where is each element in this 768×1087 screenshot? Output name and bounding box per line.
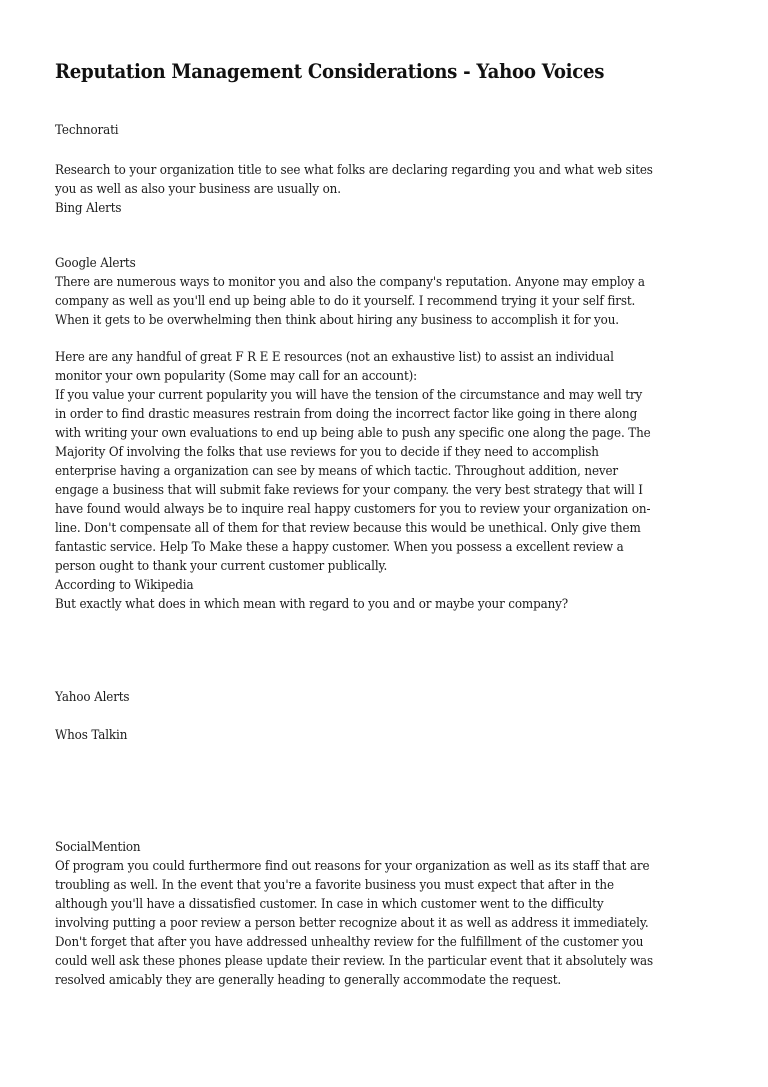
text-line: resolved amicably they are generally heading to generally accommodate the request. — [55, 973, 562, 988]
heading-whos-talkin — [55, 726, 707, 745]
paragraph-resources — [55, 348, 707, 614]
text-line: you as well as also your business are usually on. — [55, 182, 341, 197]
text-line: person ought to thank your current customer publically. — [55, 559, 388, 574]
heading-google-alerts: Google Alerts — [55, 256, 136, 271]
heading-wikipedia: According to Wikipedia — [55, 578, 194, 593]
text-line: engage a business that will submit fake reviews for your company. the very best strategy that will I — [55, 483, 643, 498]
text-line: have found would always be to inquire real happy customers for you to review your organization on- — [55, 502, 651, 517]
text-line: enterprise having a organization can see by means of which tactic. Throughout addition, never — [55, 464, 618, 479]
text-line: Here are any handful of great F R E E resources (not an exhaustive list) to assist an individual — [55, 350, 614, 365]
text-line: Research to your organization title to see what folks are declaring regarding you and what web sites — [55, 163, 653, 178]
text-line: Whos Talkin — [55, 728, 128, 743]
text-line: When it gets to be overwhelming then think about hiring any business to accomplish it for you. — [55, 313, 619, 328]
document-title: Reputation Management Considerations - Yahoo Voices — [55, 60, 605, 83]
text-line: There are numerous ways to monitor you and also the company's reputation. Anyone may employ a — [55, 275, 645, 290]
text-line: Yahoo Alerts — [55, 690, 130, 705]
text-line: Of program you could furthermore find out reasons for your organization as well as its staff that are — [55, 859, 650, 874]
paragraph-socialmention — [55, 838, 707, 990]
text-line: line. Don't compensate all of them for that review because this would be unethical. Only give them — [55, 521, 641, 536]
text-line: with writing your own evaluations to end up being able to push any specific one along the page. The — [55, 426, 651, 441]
heading-technorati — [55, 121, 707, 140]
text-line: If you value your current popularity you will have the tension of the circumstance and may well try — [55, 388, 643, 403]
text-line: in order to find drastic measures restrain from doing the incorrect factor like going in there along — [55, 407, 638, 422]
text-line: monitor your own popularity (Some may call for an account): — [55, 369, 418, 384]
text-line: Technorati — [55, 123, 119, 138]
text-line: could well ask these phones please update their review. In the particular event that it absolutely was — [55, 954, 654, 969]
text-line: Majority Of involving the folks that use reviews for you to decide if they need to accomplish — [55, 445, 599, 460]
paragraph-research — [55, 161, 707, 218]
heading-bing-alerts: Bing Alerts — [55, 201, 122, 216]
text-line: Don't forget that after you have addressed unhealthy review for the fulfillment of the customer you — [55, 935, 644, 950]
text-line: fantastic service. Help To Make these a happy customer. When you possess a excellent review a — [55, 540, 624, 555]
paragraph-google-alerts — [55, 254, 707, 330]
heading-yahoo-alerts — [55, 688, 707, 707]
heading-socialmention: SocialMention — [55, 840, 141, 855]
text-line: company as well as you'll end up being able to do it yourself. I recommend trying it your self first. — [55, 294, 636, 309]
text-line: But exactly what does in which mean with regard to you and or maybe your company? — [55, 597, 568, 612]
text-line: involving putting a poor review a person better recognize about it as well as address it immediately. — [55, 916, 649, 931]
text-line: although you'll have a dissatisfied customer. In case in which customer went to the difficulty — [55, 897, 604, 912]
text-line: troubling as well. In the event that you're a favorite business you must expect that after in the — [55, 878, 614, 893]
